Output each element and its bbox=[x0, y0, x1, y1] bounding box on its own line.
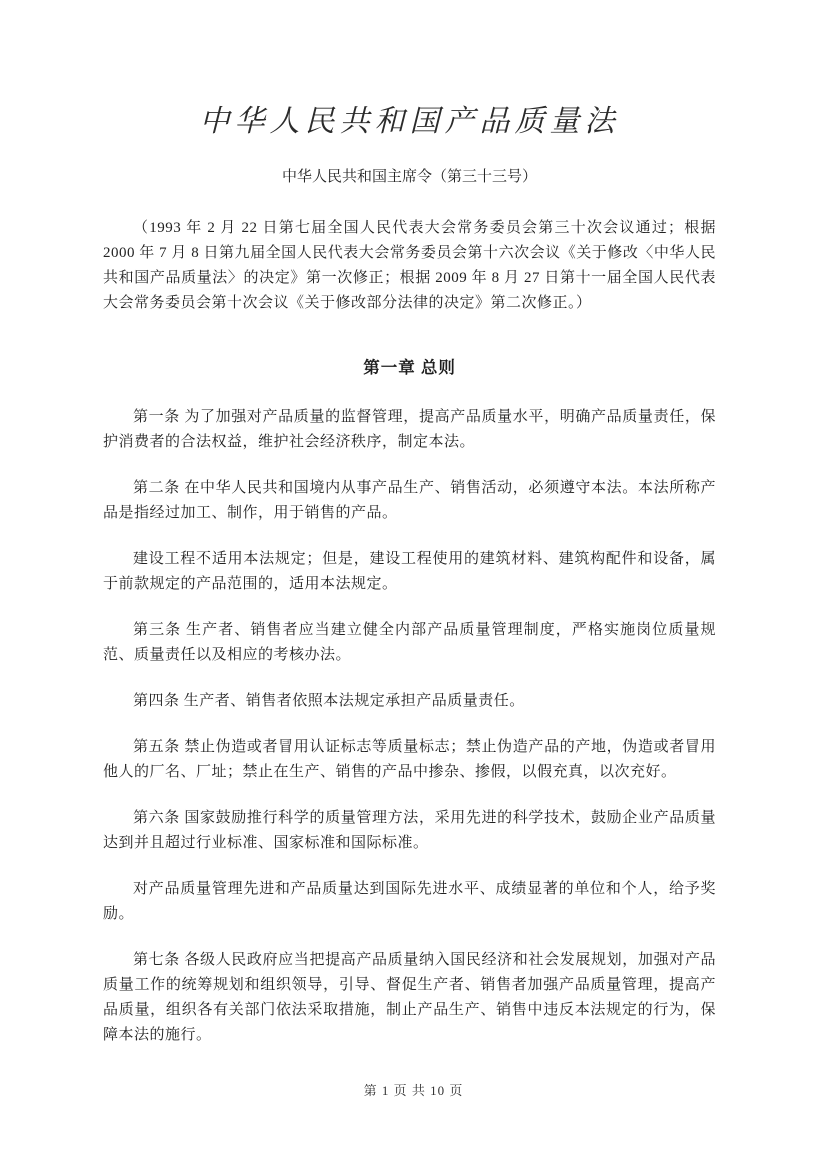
law-paragraph-article-2-clause-2: 建设工程不适用本法规定；但是，建设工程使用的建筑材料、建筑构配件和设备，属于前款规定的产品范围的，适用本法规定。 bbox=[103, 551, 716, 592]
preamble-paragraph: （1993 年 2 月 22 日第七届全国人民代表大会常务委员会第三十次会议通过；根据 2000 年 7 月 8 日第九届全国人民代表大会常务委员会第十六次会议《关于修改〈中华人民共和国产品质量法〉的决定》第一次修正；根据 2009 年 8 月 27 日第十一届全国人民代表大会常务委员会第十次会议《关于修改部分法律的决定》第二次修正。） bbox=[103, 220, 716, 311]
law-paragraph-article-6-clause-2: 对产品质量管理先进和产品质量达到国际先进水平、成绩显著的单位和个人，给予奖励。 bbox=[103, 881, 716, 922]
law-paragraph-article-1: 第一条 为了加强对产品质量的监督管理，提高产品质量水平，明确产品质量责任，保护消费者的合法权益，维护社会经济秩序，制定本法。 bbox=[103, 409, 716, 450]
decree-subtitle: 中华人民共和国主席令（第三十三号） bbox=[281, 169, 537, 185]
document-content bbox=[103, 0, 716, 1069]
law-paragraph-article-7: 第七条 各级人民政府应当把提高产品质量纳入国民经济和社会发展规划，加强对产品质量工作的统筹规划和组织领导，引导、督促生产者、销售者加强产品质量管理，提高产品质量，组织各有关部门依法采取措施，制止产品生产、销售中违反本法规定的行为，保障本法的施行。 bbox=[103, 952, 716, 1043]
law-paragraph-article-4: 第四条 生产者、销售者依照本法规定承担产品质量责任。 bbox=[133, 693, 525, 709]
law-paragraph-article-5: 第五条 禁止伪造或者冒用认证标志等质量标志；禁止伪造产品的产地，伪造或者冒用他人的厂名、厂址；禁止在生产、销售的产品中掺杂、掺假，以假充真，以次充好。 bbox=[103, 739, 716, 780]
chapter-heading: 第一章 总则 bbox=[363, 358, 456, 377]
law-paragraph-article-6: 第六条 国家鼓励推行科学的质量管理方法，采用先进的科学技术，鼓励企业产品质量达到并且超过行业标准、国家标准和国际标准。 bbox=[103, 810, 716, 851]
law-paragraph-article-2: 第二条 在中华人民共和国境内从事产品生产、销售活动，必须遵守本法。本法所称产品是指经过加工、制作，用于销售的产品。 bbox=[103, 480, 716, 521]
page-number-footer: 第 1 页 共 10 页 bbox=[363, 1083, 464, 1098]
law-paragraph-article-3: 第三条 生产者、销售者应当建立健全内部产品质量管理制度，严格实施岗位质量规范、质量责任以及相应的考核办法。 bbox=[103, 622, 716, 663]
document-title: 中华人民共和国产品质量法 bbox=[199, 104, 620, 139]
